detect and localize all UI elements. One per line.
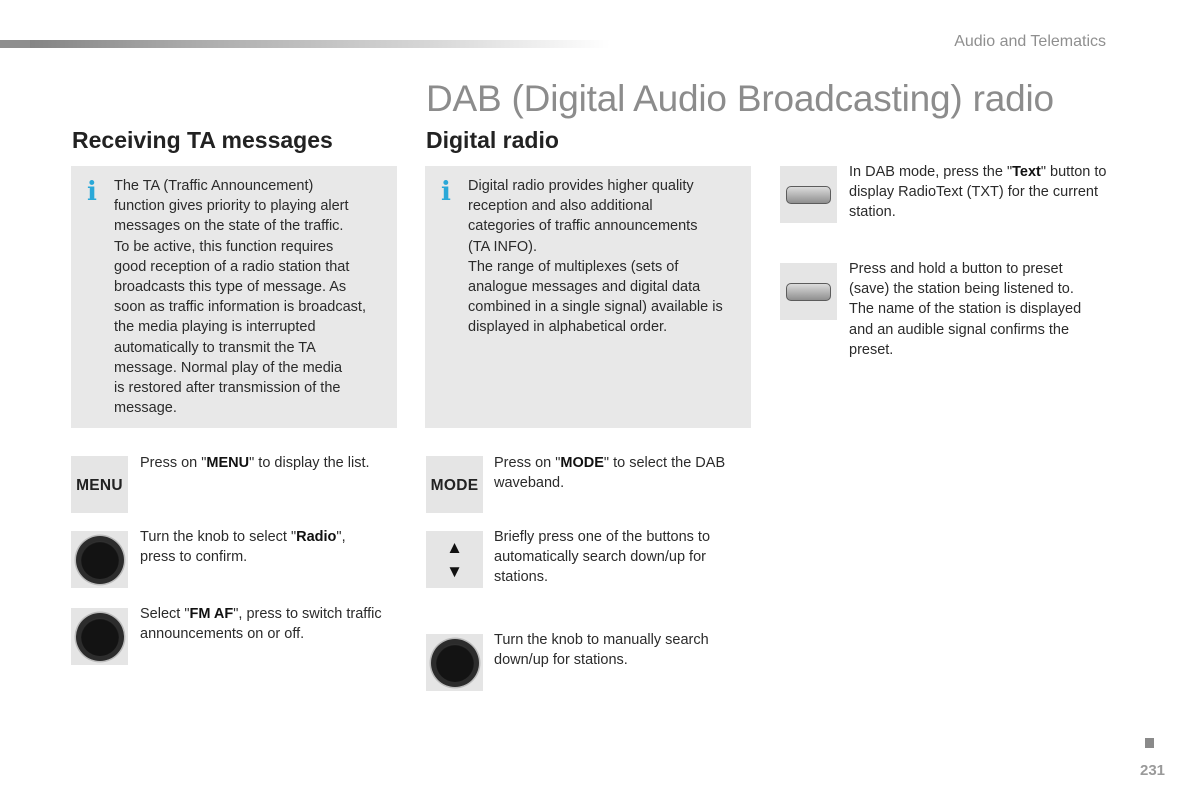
page-marker [1145,738,1154,748]
ta-info-text [114,176,366,418]
page-title: DAB (Digital Audio Broadcasting) radio [426,78,1054,119]
info-line: messages on the state of the traffic. [114,218,344,235]
text-button-icon [786,186,831,204]
heading-receiving-ta: Receiving TA messages [72,127,333,153]
step-search-buttons-text: Briefly press one of the buttons to automatically search down/up for stations. [494,529,711,586]
ta-info-box [71,166,397,428]
digital-radio-info-box [425,166,751,428]
header-decoration-bar [0,40,610,48]
info-line: The range of multiplexes (sets of [468,258,679,275]
knob-tile [71,608,128,665]
info-line: the media playing is interrupted [114,319,316,336]
info-line: message. Normal play of the media [114,359,343,376]
knob-icon [431,639,479,687]
info-icon: i [441,177,451,207]
step-mode-text: Press on "MODE" to select the DAB waveband. [494,455,726,492]
mode-button-label: MODE [430,477,479,494]
knob-tile [71,531,128,588]
menu-button [71,456,128,513]
info-line: categories of traffic announcements [468,218,698,235]
preset-button-icon [786,283,831,301]
info-line: broadcasts this type of message. As [114,279,347,296]
up-arrow-icon: ▲ [446,537,463,557]
page-number: 231 [1140,762,1166,779]
info-line: Digital radio provides higher quality [468,178,694,194]
step-fm-af-text: Select "FM AF", press to switch traffic announcements on or off. [140,606,382,643]
digital-radio-info-text [468,176,723,338]
info-line: good reception of a radio station that [114,258,350,275]
down-arrow-icon: ▼ [446,561,463,581]
up-down-arrows-icon [446,539,463,581]
knob-tile [426,634,483,691]
section-header: Audio and Telematics [954,33,1106,50]
knob-icon [76,613,124,661]
preset-button-tile [780,263,837,320]
step-preset-text: Press and hold a button to preset (save) the station being listened to. The name of the station is displayed and an audible signal confirms the preset. [849,261,1082,358]
menu-button-label: MENU [76,477,123,494]
info-line: analogue messages and digital data [468,279,701,296]
info-line: function gives priority to playing alert [114,198,349,215]
step-text-button-text: In DAB mode, press the "Text" button to display RadioText (TXT) for the current station. [849,164,1107,221]
mode-button [426,456,483,513]
info-icon: i [87,177,97,207]
step-menu-text: Press on "MENU" to display the list. [140,455,370,471]
info-line: reception and also additional [468,198,653,215]
arrows-tile [426,531,483,588]
info-line: is restored after transmission of the [114,380,341,397]
info-line: To be active, this function requires [114,238,334,255]
info-line: (TA INFO). [468,238,538,255]
heading-digital-radio: Digital radio [426,127,559,153]
text-button-tile [780,166,837,223]
step-manual-search-text: Turn the knob to manually search down/up for stations. [494,632,709,669]
info-line: soon as traffic information is broadcast, [114,299,366,316]
step-select-radio-text: Turn the knob to select "Radio", press to confirm. [140,529,346,566]
info-line: message. [114,400,177,417]
info-line: automatically to transmit the TA [114,339,316,356]
knob-icon [76,536,124,584]
info-line: displayed in alphabetical order. [468,319,668,336]
info-line: combined in a single signal) available is [468,299,723,316]
info-line: The TA (Traffic Announcement) [114,178,314,194]
